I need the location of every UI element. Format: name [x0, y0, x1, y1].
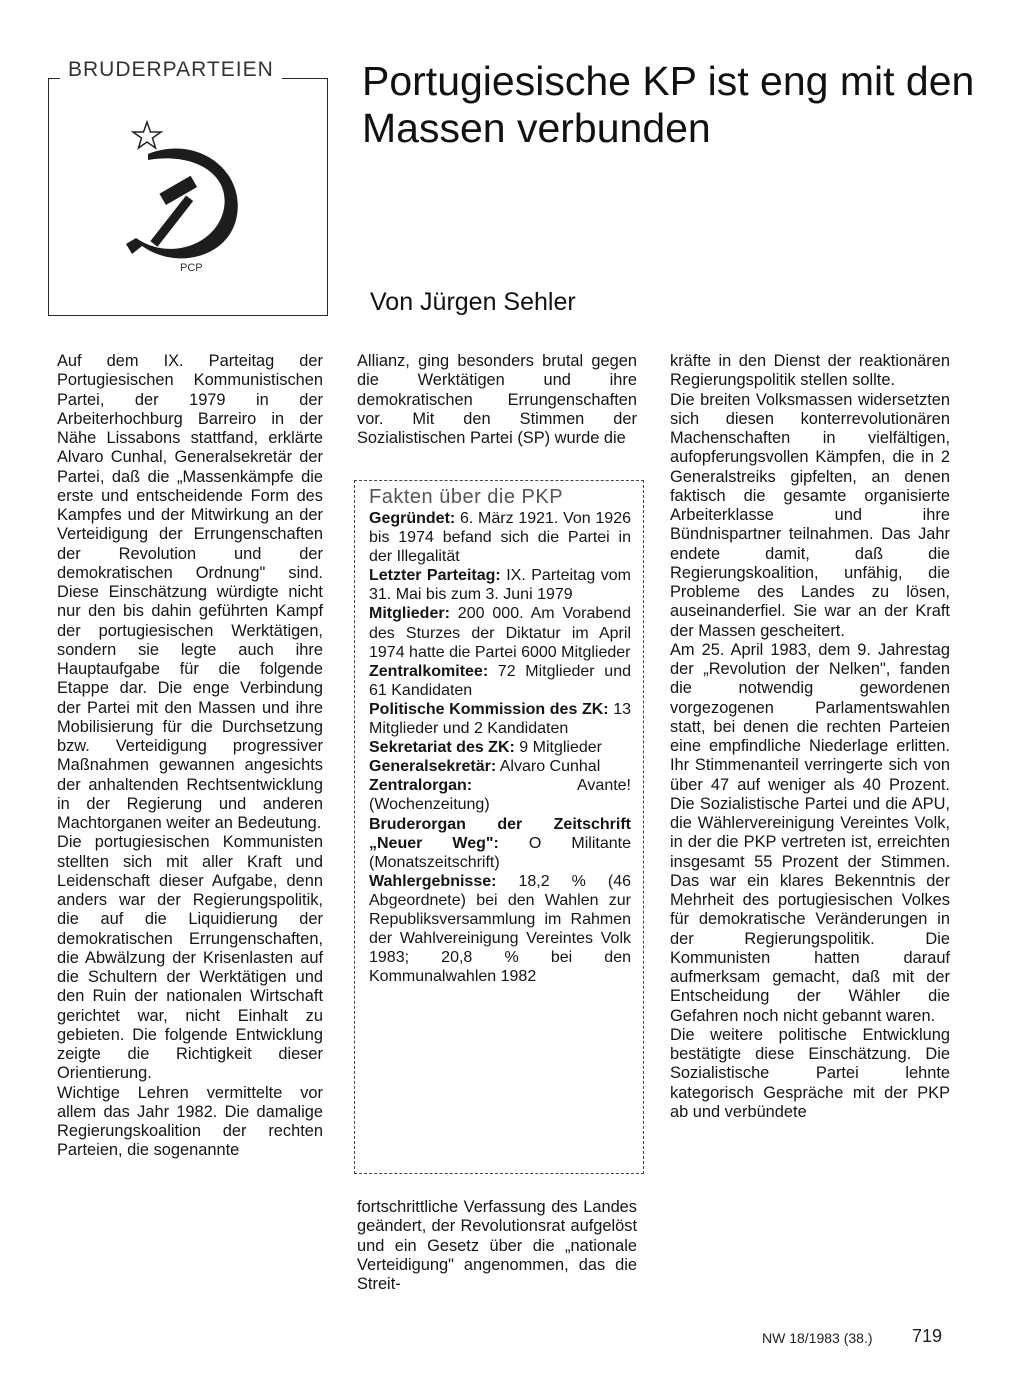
fact-item: [369, 700, 631, 738]
fact-text: 6. März 1921. Von 1926 bis 1974 befand sich die Partei in der Illegalität: [369, 510, 631, 566]
article-column-left: [57, 352, 323, 1161]
fact-label: Zentralorgan:: [369, 777, 473, 795]
article-column-middle-top: [357, 352, 637, 448]
hammer-icon: [150, 176, 197, 247]
fact-label: Zentralkomitee:: [369, 662, 489, 680]
fact-text: 9 Mitglieder: [514, 739, 602, 757]
paragraph: Am 25. April 1983, dem 9. Jahrestag der „Revolution der Nelken", fanden die notwendig gewordenen vorgezogenen Parlamentswahlen statt, bei denen die rechten Parteien eine empfindliche Niederlage erlitten. Ihr Stimmenanteil verringerte sich von über 47 auf weniger als 40 Prozent. Die Sozialistische Partei und die APU, die Wählervereinigung Vereintes Volk, in der die PKP vertreten ist, erreichten insgesamt 55 Prozent der Stimmen. Das war ein klares Bekenntnis der Mehrheit des portugiesischen Volkes für demokratische Veränderungen in der Regierungspolitik. Die Kommunisten hatten darauf aufmerksam gemacht, daß mit der Entscheidung der Wähler die Gefahren noch nicht gebannt waren.: [670, 640, 950, 1025]
emblem-caption: PCP: [180, 262, 203, 274]
fact-text: 13 Mitglieder und 2 Kandidaten: [369, 700, 631, 738]
fact-text: 72 Mitglieder und 61 Kandidaten: [369, 662, 631, 699]
hammer-sickle-star-emblem: [118, 112, 268, 272]
article-column-middle-bottom: [357, 1198, 637, 1294]
paragraph: Die weitere politische Entwicklung bestätigte diese Einschätzung. Die Sozialistische Partei lehnte kategorisch Gespräche mit der PKP ab und verbündete: [670, 1025, 950, 1121]
fact-item: [369, 662, 631, 700]
fact-label: Sekretariat des ZK:: [369, 739, 515, 757]
fact-item: [369, 872, 631, 987]
fact-label: Letzter Parteitag:: [369, 567, 501, 585]
fact-label: Mitglieder:: [369, 605, 450, 623]
fact-text: Avante! (Wochenzeitung): [369, 777, 631, 814]
facts-list: [369, 509, 631, 986]
facts-title: Fakten über die PKP: [369, 486, 564, 508]
paragraph: Wichtige Lehren vermittelte vor allem das Jahr 1982. Die damalige Regierungskoalition der rechten Parteien, die sogenannte: [57, 1083, 323, 1160]
fact-item: [369, 509, 631, 566]
star-icon: [133, 122, 161, 148]
byline: Von Jürgen Sehler: [370, 288, 576, 316]
paragraph: Die breiten Volksmassen widersetzten sich diesen konterrevolutionären Machenschaften in vielfältigen, aufopferungsvollen Kämpfen, die in 2 Generalstreiks gipfelten, an denen faktisch die gesamte organisierte Arbeiterklasse und ihre Bündnispartner teilnahmen. Das Jahr endete damit, daß die Regierungskoalition, unfähig, die Probleme des Landes zu lösen, auseinanderfiel. Sie war an der Kraft der Massen gescheitert.: [670, 390, 950, 640]
page-number: 719: [912, 1326, 943, 1346]
issue-reference: NW 18/1983 (38.): [762, 1330, 873, 1346]
fact-text: IX. Parteitag vom 31. Mai bis zum 3. Juni 1979: [369, 567, 631, 604]
fact-item: [369, 738, 631, 757]
fact-text: O Militante (Monatszeitschrift): [369, 834, 631, 871]
fact-text: 18,2 % (46 Abgeordnete) bei den Wahlen zur Republiksversammlung im Rahmen der Wahlvereinigung Vereintes Volk 1983; 20,8 % bei den Kommunalwahlen 1982: [369, 872, 631, 986]
fact-item: [369, 566, 631, 604]
facts-box: [354, 480, 644, 1174]
fact-text: Alvaro Cunhal: [496, 758, 601, 776]
fact-label: Politische Kommission des ZK:: [369, 700, 609, 718]
paragraph: kräfte in den Dienst der reaktionären Regierungspolitik stellen sollte.: [670, 352, 950, 390]
fact-label: Wahlergebnisse:: [369, 872, 497, 890]
article-column-right: [670, 352, 950, 1122]
headline: Portugiesische KP ist eng mit den Massen verbunden: [362, 58, 975, 151]
section-label: BRUDERPARTEIEN: [60, 58, 282, 82]
fact-label: Generalsekretär:: [369, 758, 497, 776]
fact-label: Gegründet:: [369, 510, 456, 527]
fact-item: [369, 757, 631, 776]
paragraph: Auf dem IX. Parteitag der Portugiesischen Kommunistischen Partei, der 1979 in der Arbeiterhochburg Barreiro in der Nähe Lissabons stattfand, erklärte Alvaro Cunhal, Generalsekretär der Partei, daß die „Massenkämpfe die erste und entscheidende Form des Kampfes und der Mitwirkung an der Verteidigung der Errungenschaften der Revolution und der demokratischen Ordnung" sind. Diese Einschätzung würdigte nicht nur den bis dahin geführten Kampf der portugiesischen Werktätigen, sondern sie legte auch ihre Hauptaufgabe für die folgende Etappe dar. Die enge Verbindung der Partei mit den Massen und ihre Mobilisierung für die Durchsetzung bzw. Verteidigung progressiver Maßnahmen gewannen angesichts der anhaltenden Rechtsentwicklung in der Regierung und anderen Machtorganen weiter an Bedeutung.: [57, 352, 323, 832]
paragraph: fortschrittliche Verfassung des Landes geändert, der Revolutionsrat aufgelöst und ein Gesetz über die „nationale Verteidigung" angenommen, das die Streit-: [357, 1198, 637, 1293]
fact-item: [369, 604, 631, 661]
fact-item: [369, 776, 631, 814]
fact-item: [369, 815, 631, 872]
paragraph: Die portugiesischen Kommunisten stellten sich mit aller Kraft und Leidenschaft dieser Aufgabe, denn anders war der Regierungspolitik, die auf die Liquidierung der demokratischen Errungenschaften, die Abwälzung der Krisenlasten auf die Schultern der Werktätigen und den Ruin der nationalen Wirtschaft gerichtet war, nicht Einhalt zu gebieten. Die folgende Entwicklung zeigte die Richtigkeit dieser Orientierung.: [57, 833, 323, 1083]
paragraph: Allianz, ging besonders brutal gegen die Werktätigen und ihre demokratischen Errungenschaften vor. Mit den Stimmen der Sozialistischen Partei (SP) wurde die: [357, 352, 637, 447]
fact-label: Bruderorgan der Zeitschrift „Neuer Weg":: [369, 815, 631, 852]
fact-text: 200 000. Am Vorabend des Sturzes der Diktatur im April 1974 hatte die Partei 6000 Mitglieder: [369, 605, 631, 661]
